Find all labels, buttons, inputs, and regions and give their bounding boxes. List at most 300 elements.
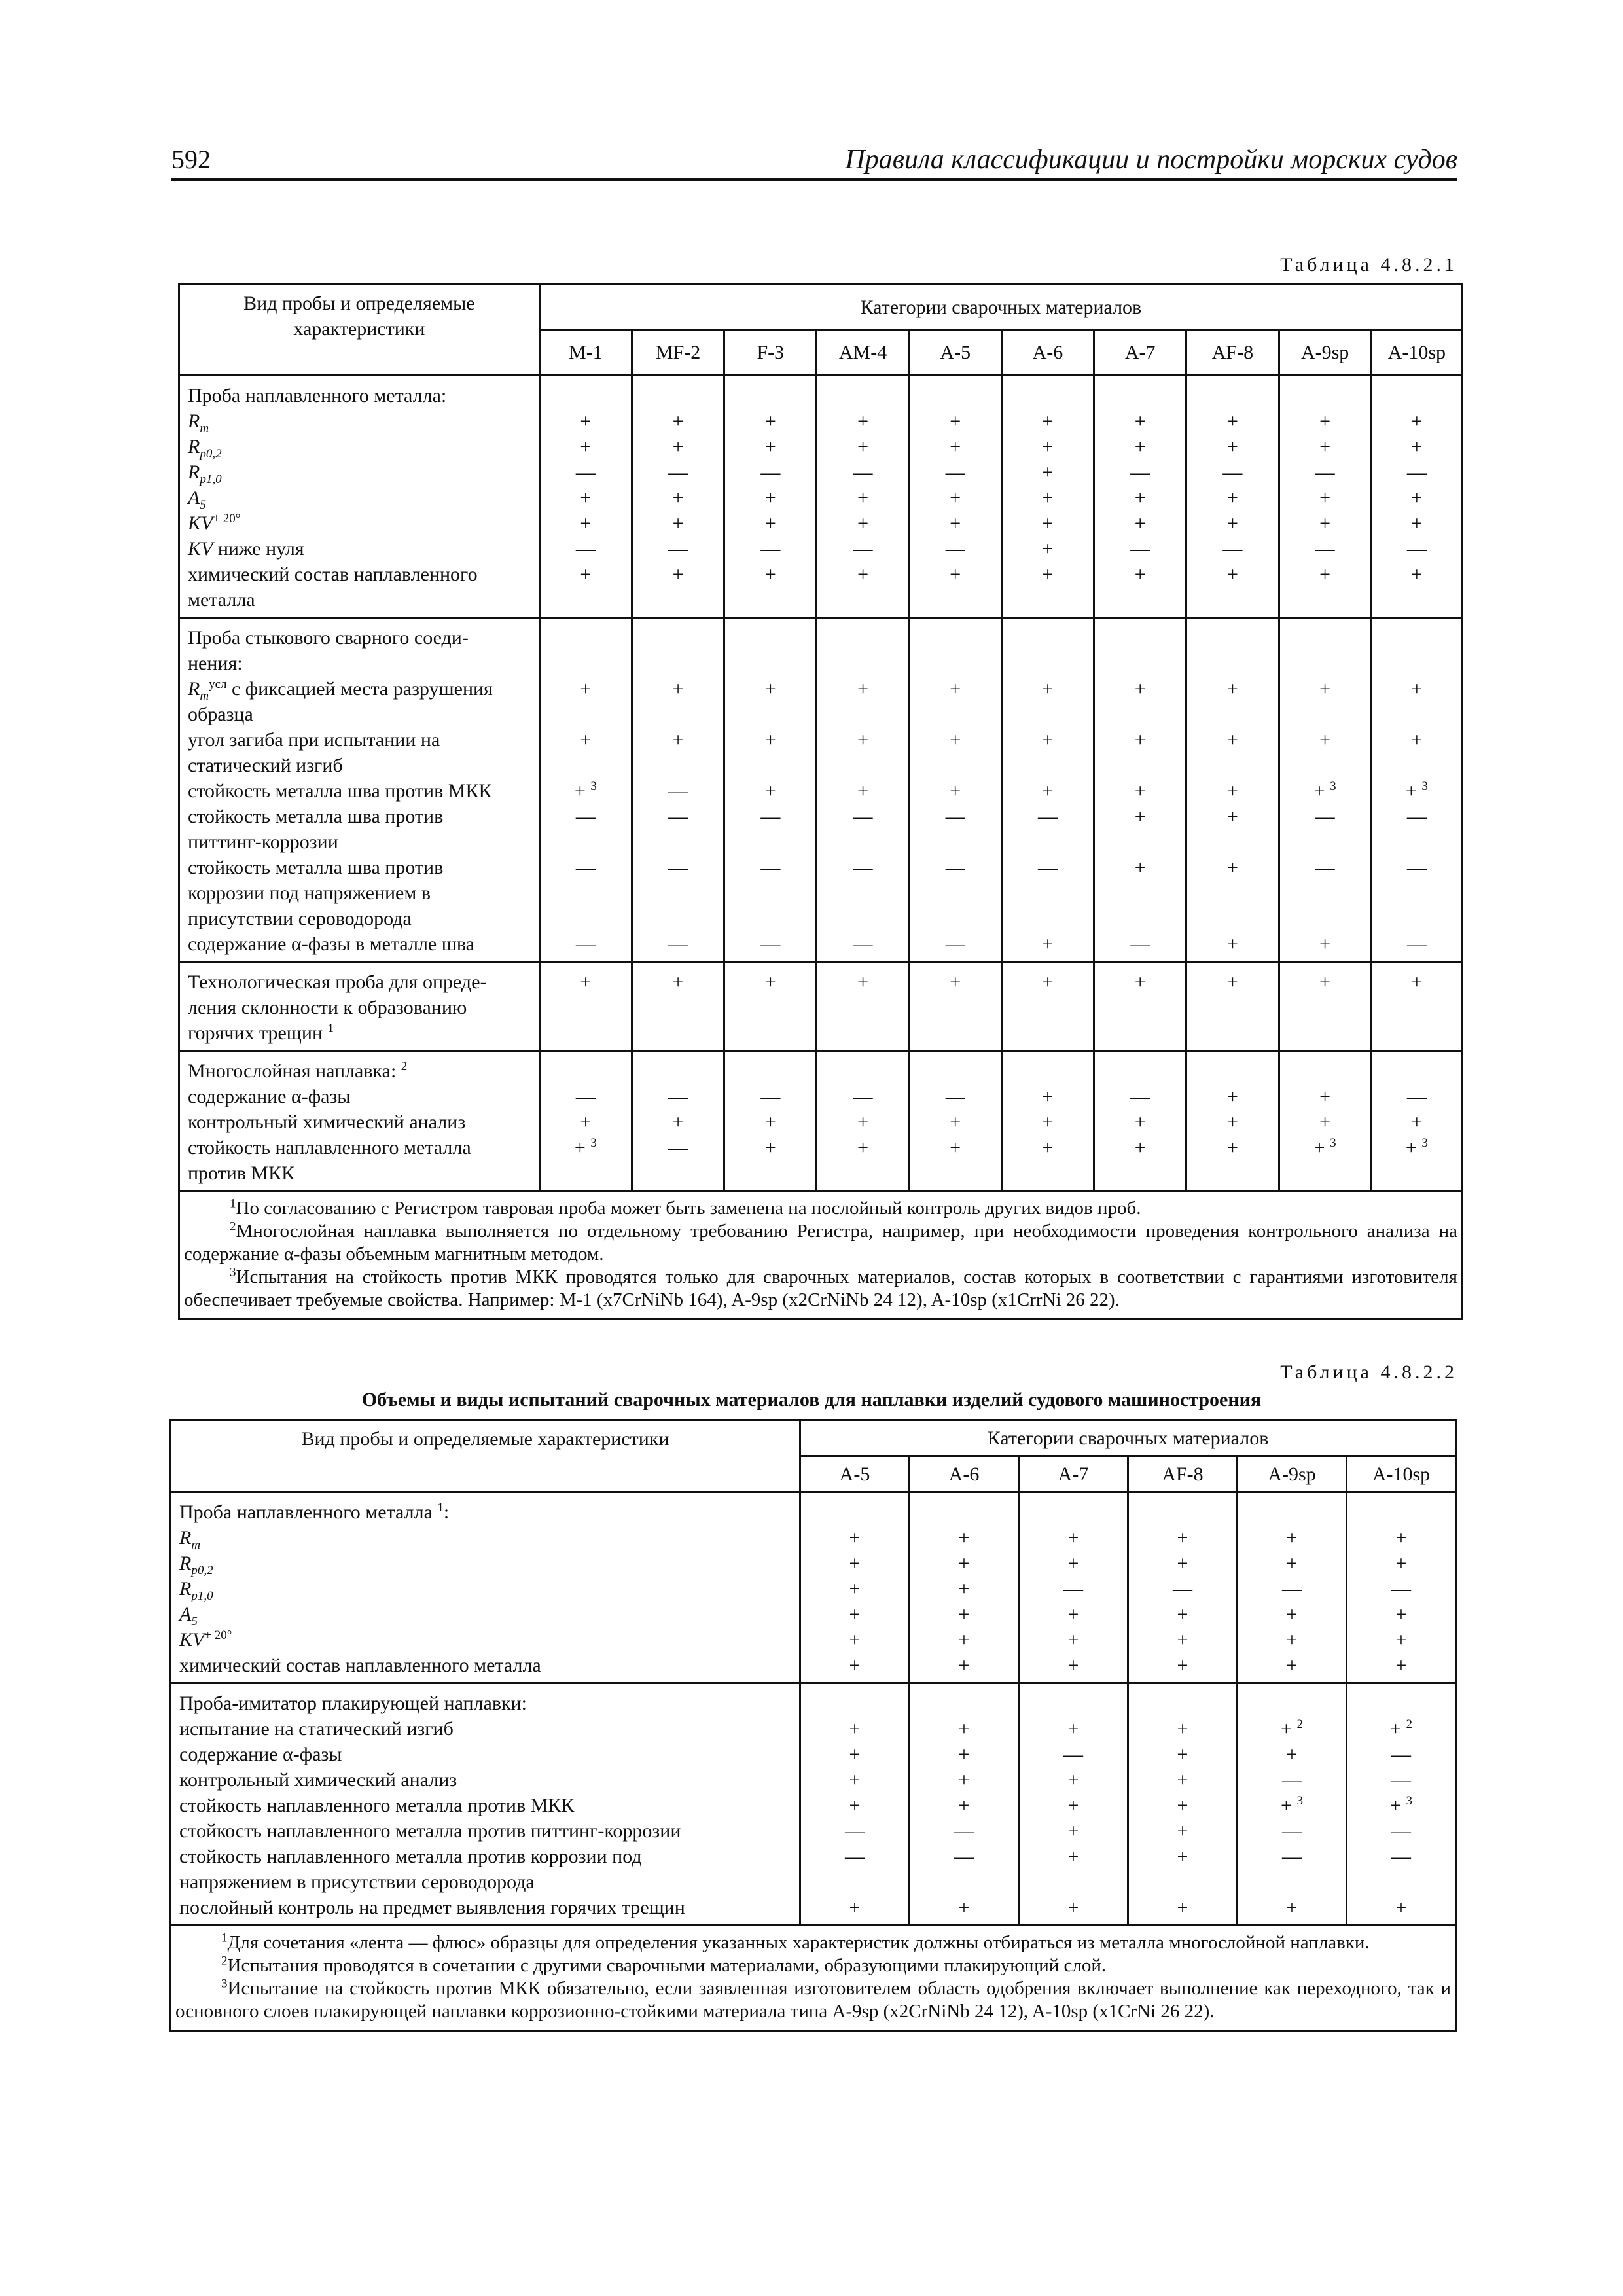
value-cell: + <box>1226 933 1238 955</box>
label-line: $A_5$ <box>188 487 206 512</box>
value-cell <box>725 1160 815 1186</box>
value-cell <box>633 651 723 676</box>
value-cell <box>1187 625 1277 651</box>
value-cell: + <box>672 512 684 534</box>
value-cell <box>541 1058 631 1084</box>
table-4-8-2-2 <box>169 1419 1457 2032</box>
label-line: $R_{p0,2}$ <box>179 1552 213 1577</box>
value-cell: + <box>958 1744 970 1765</box>
value-column-A-9sp <box>1279 962 1371 1051</box>
value-cell: — <box>1037 857 1058 878</box>
table1-head-left: Вид пробы и определяемые характеристики <box>179 285 540 376</box>
value-cell: + <box>849 1578 861 1600</box>
value-cell: + <box>1319 971 1331 993</box>
value-cell <box>541 753 631 778</box>
value-cell: + <box>1411 564 1423 585</box>
value-cell <box>801 1691 908 1716</box>
value-cell <box>1095 587 1185 613</box>
value-cell <box>725 753 815 778</box>
value-cell <box>1372 651 1461 676</box>
value-cell: + <box>958 1897 970 1918</box>
value-cell: + <box>849 1744 861 1765</box>
value-cell: + <box>1177 1897 1188 1918</box>
value-cell: + <box>1134 512 1146 534</box>
value-cell: + <box>1226 857 1238 878</box>
footnote-mark: 1 <box>230 1196 236 1211</box>
label-line: контрольный химический анализ <box>179 1769 457 1791</box>
footnote-text: Испытание на стойкость против МКК обязательно, если заявленная изготовителем область одобрения включает выполнение как переходного, так и основного слоев плакирующей наплавки коррозионно-стойкими материала типа A-9sp (x2CrNiNb 24 12), A-10sp (x1CrNi 26 22). <box>175 1978 1452 2022</box>
section-label <box>179 962 540 1051</box>
value-cell: + $^3$ <box>1390 1794 1412 1816</box>
footnote-text: Для сочетания «лента — флюс» образцы для определения указанных характеристик должны отбираться из металла многослойной наплавки. <box>227 1932 1370 1953</box>
value-column-F-3 <box>724 376 817 618</box>
value-cell <box>1003 1058 1093 1084</box>
label-line: питтинг-коррозии <box>188 831 338 853</box>
value-cell: + <box>958 1795 970 1816</box>
value-cell <box>1003 1160 1093 1186</box>
value-cell: + <box>580 512 592 534</box>
value-cell <box>1372 383 1461 408</box>
value-cell <box>817 383 908 408</box>
value-cell: — <box>760 538 781 560</box>
value-cell: + <box>1395 1655 1407 1676</box>
value-cell <box>1003 383 1093 408</box>
column-header: A-10sp <box>1347 1456 1456 1492</box>
value-column-AM-4 <box>817 962 909 1051</box>
value-cell <box>541 702 631 727</box>
value-cell <box>541 587 631 613</box>
value-cell: — <box>668 780 688 802</box>
value-cell: — <box>1173 1578 1192 1600</box>
value-column-M-1 <box>539 376 632 618</box>
value-cell: — <box>760 1086 781 1107</box>
value-cell: — <box>760 933 781 955</box>
value-cell <box>1280 880 1370 906</box>
label-line: ления склонности к образованию <box>188 997 467 1018</box>
value-column-A-6 <box>1001 376 1094 618</box>
value-cell <box>541 995 631 1020</box>
value-cell: + <box>1411 512 1423 534</box>
value-cell <box>1003 1020 1093 1046</box>
value-cell: + <box>950 971 961 993</box>
column-header: M-1 <box>539 330 632 376</box>
value-cell <box>910 702 1001 727</box>
section-weld-metal <box>179 376 1463 618</box>
value-cell <box>633 906 723 931</box>
table1-head-group: Категории сварочных материалов <box>539 285 1462 331</box>
column-header: MF-2 <box>632 330 724 376</box>
value-cell: + $^2$ <box>1390 1717 1412 1740</box>
value-column-A-10sp <box>1371 962 1462 1051</box>
value-cell: + <box>1319 933 1331 955</box>
value-cell: + <box>958 1769 970 1791</box>
label-line: Многослойная наплавка: $^2$ <box>188 1060 408 1082</box>
value-cell: + <box>1134 806 1146 827</box>
value-cell <box>541 625 631 651</box>
value-cell: + <box>1134 487 1146 509</box>
value-cell: — <box>1130 933 1150 955</box>
value-cell: + <box>1395 1604 1407 1625</box>
value-cell: — <box>1391 1820 1412 1842</box>
value-cell <box>1280 1160 1370 1186</box>
table2-caption: Таблица 4.8.2.2 <box>1280 1361 1457 1383</box>
value-cell: — <box>853 461 873 483</box>
value-column-A-5 <box>909 376 1001 618</box>
value-cell <box>1187 1160 1277 1186</box>
table2-title: Объемы и виды испытаний сварочных материалов для наплавки изделий судового машиностроения <box>361 1389 1262 1410</box>
value-cell: + <box>849 1552 861 1574</box>
value-column-AM-4 <box>817 618 909 962</box>
value-cell: — <box>1315 806 1335 827</box>
value-cell: + <box>1134 857 1146 878</box>
value-cell: + <box>1177 1655 1188 1676</box>
value-cell <box>633 1160 723 1186</box>
value-cell <box>1003 995 1093 1020</box>
value-cell <box>1372 1058 1461 1084</box>
value-cell: + <box>1042 780 1054 802</box>
table1-footnotes <box>179 1191 1463 1319</box>
value-cell: — <box>575 857 596 878</box>
value-column-AF-8 <box>1186 1051 1279 1191</box>
value-cell <box>725 880 815 906</box>
value-cell: + <box>1226 806 1238 827</box>
value-column-F-3 <box>724 962 817 1051</box>
value-cell <box>1372 995 1461 1020</box>
value-cell: + <box>1134 1111 1146 1133</box>
value-cell <box>725 906 815 931</box>
value-cell: + <box>764 780 776 802</box>
value-cell: + <box>857 729 868 751</box>
value-cell: + <box>1042 678 1054 700</box>
value-cell <box>725 1058 815 1084</box>
value-cell: — <box>760 857 781 878</box>
value-cell <box>1238 1691 1346 1716</box>
label-line: содержание α-фазы в металле шва <box>188 933 474 955</box>
value-cell <box>541 880 631 906</box>
value-cell: + <box>958 1578 970 1600</box>
label-line: металла <box>188 589 255 611</box>
value-cell: — <box>668 933 688 955</box>
value-cell <box>1095 1160 1185 1186</box>
value-cell: — <box>945 857 965 878</box>
label-line: $A_5$ <box>179 1604 198 1628</box>
value-column-A-6 <box>910 1683 1019 1926</box>
value-cell: + <box>849 1604 861 1625</box>
value-cell: + <box>857 487 868 509</box>
value-cell: + <box>950 780 961 802</box>
value-cell <box>1280 995 1370 1020</box>
value-cell <box>1280 906 1370 931</box>
value-cell: + <box>1177 1604 1188 1625</box>
value-column-A-9sp <box>1238 1683 1347 1926</box>
value-cell <box>1372 829 1461 855</box>
value-cell <box>1187 906 1277 931</box>
value-column-A-10sp <box>1371 1051 1462 1191</box>
value-column-AF-8 <box>1128 1683 1238 1926</box>
footnote <box>184 1220 1457 1266</box>
value-cell: + <box>857 1111 868 1133</box>
footnote-mark: 3 <box>221 1977 228 1991</box>
value-column-M-1 <box>539 618 632 962</box>
value-cell: — <box>1222 538 1243 560</box>
value-cell: + <box>1134 780 1146 802</box>
value-cell: — <box>668 857 688 878</box>
value-cell: + <box>1411 1111 1423 1133</box>
footnote-text: Испытания проводятся в сочетании с другими сварочными материалами, образующими плакирующий слой. <box>227 1955 1107 1976</box>
value-column-AM-4 <box>817 1051 909 1191</box>
value-cell <box>1187 651 1277 676</box>
value-column-A-10sp <box>1371 618 1462 962</box>
value-cell: + <box>1134 1137 1146 1158</box>
footnote-text: По согласованию с Регистром тавровая проба может быть заменена на послойный контроль других видов проб. <box>236 1198 1141 1219</box>
value-cell <box>1003 587 1093 613</box>
value-cell <box>817 906 908 931</box>
value-cell: + <box>1177 1769 1188 1791</box>
value-cell: + <box>1134 564 1146 585</box>
value-cell <box>541 383 631 408</box>
value-column-A-10sp <box>1347 1492 1456 1683</box>
value-cell <box>1095 383 1185 408</box>
value-cell: + <box>950 678 961 700</box>
value-cell: + $^3$ <box>574 780 597 802</box>
value-cell <box>910 651 1001 676</box>
value-cell: + <box>1226 1111 1238 1133</box>
value-cell: + <box>1042 512 1054 534</box>
value-cell: — <box>945 461 965 483</box>
table2-head-left: Вид пробы и определяемые характеристики <box>171 1420 800 1492</box>
value-cell: + <box>1042 971 1054 993</box>
value-cell <box>1129 1499 1236 1525</box>
value-cell: — <box>954 1820 974 1842</box>
value-cell <box>817 625 908 651</box>
value-cell <box>1020 1869 1127 1895</box>
value-cell <box>1280 625 1370 651</box>
value-cell <box>910 829 1001 855</box>
column-header: F-3 <box>724 330 817 376</box>
value-cell: + <box>1286 1604 1298 1625</box>
footnote <box>175 1931 1451 1954</box>
value-cell: + <box>672 410 684 432</box>
value-cell: + <box>1067 1795 1079 1816</box>
value-cell: + <box>672 436 684 457</box>
value-cell: + <box>1411 436 1423 457</box>
value-cell: + <box>1067 1552 1079 1574</box>
value-cell <box>725 625 815 651</box>
value-cell: + <box>1042 1111 1054 1133</box>
value-cell <box>1020 1691 1127 1716</box>
value-column-A-7 <box>1019 1492 1128 1683</box>
value-cell <box>1280 702 1370 727</box>
value-cell: — <box>760 806 781 827</box>
value-cell: + <box>1134 678 1146 700</box>
section-label <box>171 1683 800 1926</box>
value-cell <box>633 753 723 778</box>
value-cell: + <box>950 1111 961 1133</box>
section-label <box>179 376 540 618</box>
label-line: $KV^{+ 20^\circ}$ <box>179 1628 232 1651</box>
value-cell: — <box>1391 1578 1412 1600</box>
value-cell: + $^2$ <box>1281 1717 1303 1740</box>
value-cell: + <box>1067 1718 1079 1740</box>
label-line: $KV^{+ 20^\circ}$ <box>188 512 241 534</box>
value-cell: — <box>1222 461 1243 483</box>
value-cell <box>1187 702 1277 727</box>
footnote-text: Многослойная наплавка выполняется по отдельному требованию Регистра, например, при необходимости проведения контрольного анализа на содержание α-фазы объемным магнитным методом. <box>184 1221 1457 1265</box>
value-cell: + <box>1319 487 1331 509</box>
value-cell: + <box>1319 729 1331 751</box>
value-cell <box>633 587 723 613</box>
label-line: содержание α-фазы <box>179 1744 342 1765</box>
header-rule <box>171 178 1457 181</box>
value-cell: + <box>1177 1718 1188 1740</box>
value-cell: + <box>1286 1527 1298 1549</box>
value-cell <box>910 1869 1018 1895</box>
value-cell <box>1095 1020 1185 1046</box>
value-cell: + <box>1411 729 1423 751</box>
value-cell: — <box>1406 857 1427 878</box>
value-cell: + <box>958 1655 970 1676</box>
value-column-A-6 <box>1001 962 1094 1051</box>
value-cell <box>1187 1020 1277 1046</box>
value-cell: — <box>945 1086 965 1107</box>
value-cell <box>1095 702 1185 727</box>
value-cell <box>541 906 631 931</box>
value-cell: — <box>1282 1846 1302 1867</box>
value-cell <box>633 702 723 727</box>
value-cell <box>910 1058 1001 1084</box>
value-cell <box>1187 995 1277 1020</box>
value-cell <box>910 1020 1001 1046</box>
value-cell <box>1003 829 1093 855</box>
value-cell: — <box>1406 933 1427 955</box>
value-cell: + <box>764 971 776 993</box>
value-cell: + <box>1395 1897 1407 1918</box>
value-cell <box>1003 906 1093 931</box>
column-header: AF-8 <box>1128 1456 1238 1492</box>
value-cell: — <box>853 1086 873 1107</box>
value-cell: — <box>1130 461 1150 483</box>
label-line: стойкость наплавленного металла против МКК <box>179 1795 575 1816</box>
value-column-MF-2 <box>632 962 724 1051</box>
label-line: стойкость металла шва против <box>188 857 444 878</box>
value-cell: + <box>764 1111 776 1133</box>
value-column-A-6 <box>1001 1051 1094 1191</box>
value-cell: — <box>1063 1744 1083 1765</box>
value-cell: + <box>764 487 776 509</box>
value-column-A-5 <box>909 1051 1001 1191</box>
value-cell <box>633 625 723 651</box>
value-cell: + <box>1042 1086 1054 1107</box>
value-cell <box>1372 1020 1461 1046</box>
value-cell: + <box>672 729 684 751</box>
value-column-A-7 <box>1094 376 1186 618</box>
value-cell <box>910 1160 1001 1186</box>
label-line: химический состав наплавленного металла <box>179 1655 541 1676</box>
value-cell: + <box>950 410 961 432</box>
value-cell: + <box>857 436 868 457</box>
value-cell: — <box>1315 461 1335 483</box>
value-cell <box>817 829 908 855</box>
value-cell: + <box>672 564 684 585</box>
value-cell: + <box>1067 1820 1079 1842</box>
value-cell: + <box>1319 564 1331 585</box>
value-cell: + $^3$ <box>574 1136 597 1158</box>
value-cell: + <box>950 487 961 509</box>
label-line: KV ниже нуля <box>188 538 304 560</box>
value-cell <box>1347 1499 1455 1525</box>
value-cell: + <box>1067 1897 1079 1918</box>
value-cell <box>1280 1058 1370 1084</box>
value-cell <box>910 587 1001 613</box>
value-cell: — <box>1315 538 1335 560</box>
value-cell: + <box>857 780 868 802</box>
label-line: $R_m$ <box>179 1527 201 1552</box>
page-number: 592 <box>171 145 211 174</box>
value-cell: + <box>1042 564 1054 585</box>
value-cell <box>1095 906 1185 931</box>
value-cell: + <box>857 678 868 700</box>
value-cell <box>1238 1499 1346 1525</box>
column-header: A-5 <box>909 330 1001 376</box>
section-multilayer <box>179 1051 1463 1191</box>
value-column-AF-8 <box>1128 1492 1238 1683</box>
value-cell: — <box>575 538 596 560</box>
footnote <box>184 1197 1457 1220</box>
value-cell: + <box>1042 538 1054 560</box>
value-cell <box>633 995 723 1020</box>
value-cell: — <box>853 538 873 560</box>
value-cell <box>1372 880 1461 906</box>
value-cell <box>1238 1869 1346 1895</box>
value-cell <box>633 1020 723 1046</box>
footnote <box>175 1977 1451 2023</box>
section-butt-weld <box>179 618 1463 962</box>
value-cell: + <box>764 436 776 457</box>
value-cell: + <box>1226 729 1238 751</box>
value-column-MF-2 <box>632 1051 724 1191</box>
value-cell: + <box>958 1604 970 1625</box>
label-line: Проба наплавленного металла: <box>188 385 447 406</box>
value-cell: + <box>1395 1629 1407 1651</box>
value-cell: + <box>764 512 776 534</box>
column-header: A-9sp <box>1238 1456 1347 1492</box>
value-cell <box>725 995 815 1020</box>
value-cell: + <box>1319 678 1331 700</box>
value-cell <box>1347 1691 1455 1716</box>
value-cell: + <box>1226 780 1238 802</box>
value-cell: + $^3$ <box>1313 1136 1336 1158</box>
value-column-A-9sp <box>1238 1492 1347 1683</box>
label-line: стойкость металла шва против <box>188 806 444 827</box>
value-cell: + <box>1226 436 1238 457</box>
value-cell <box>725 702 815 727</box>
value-cell: — <box>1406 1086 1427 1107</box>
value-cell: + <box>1177 1552 1188 1574</box>
value-cell: + <box>1134 436 1146 457</box>
column-header: A-7 <box>1094 330 1186 376</box>
value-cell <box>725 651 815 676</box>
value-cell: — <box>1406 538 1427 560</box>
value-cell: + <box>1226 564 1238 585</box>
value-cell: + <box>1411 487 1423 509</box>
value-cell: + <box>1319 512 1331 534</box>
value-cell <box>817 651 908 676</box>
value-cell: + $^3$ <box>1281 1794 1303 1816</box>
section-label <box>179 1051 540 1191</box>
value-cell: + <box>857 1137 868 1158</box>
value-cell: + <box>958 1552 970 1574</box>
value-cell <box>725 383 815 408</box>
